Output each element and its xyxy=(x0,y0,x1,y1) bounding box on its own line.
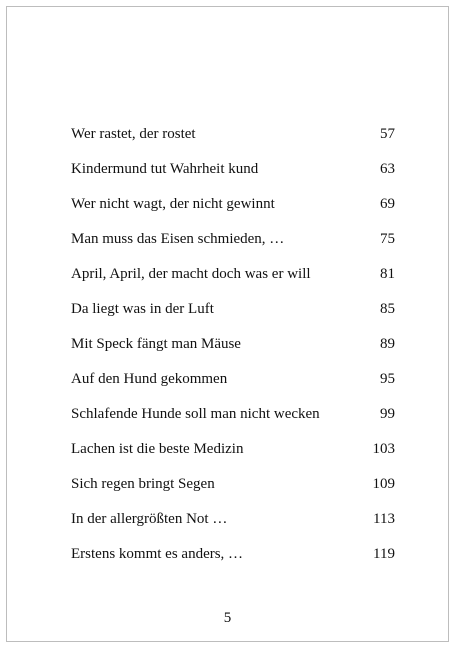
toc-entry xyxy=(71,296,395,331)
toc-entry xyxy=(71,331,395,366)
toc-entry xyxy=(71,366,395,401)
toc-entry-page: 103 xyxy=(372,441,395,457)
toc-entry-title: Wer rastet, der rostet xyxy=(71,126,196,142)
toc-entry-page: 89 xyxy=(380,336,395,352)
toc-entry xyxy=(71,541,395,576)
toc-entry-page: 69 xyxy=(380,196,395,212)
toc-entry xyxy=(71,121,395,156)
toc-entry-page: 113 xyxy=(373,511,395,527)
toc-entry-page: 99 xyxy=(380,406,395,422)
toc-entry-title: Sich regen bringt Segen xyxy=(71,476,215,492)
toc-entry-title: April, April, der macht doch was er will xyxy=(71,266,311,282)
toc-entry-page: 63 xyxy=(380,161,395,177)
toc-entry xyxy=(71,471,395,506)
toc-entry-page: 119 xyxy=(373,546,395,562)
toc-entry xyxy=(71,506,395,541)
toc-entry xyxy=(71,261,395,296)
toc-entry-title: In der allergrößten Not … xyxy=(71,511,228,527)
toc-entry-page: 109 xyxy=(372,476,395,492)
table-of-contents xyxy=(71,121,395,576)
toc-entry-page: 75 xyxy=(380,231,395,247)
toc-entry-title: Auf den Hund gekommen xyxy=(71,371,228,387)
toc-entry-page: 95 xyxy=(380,371,395,387)
page-number: 5 xyxy=(223,610,232,626)
toc-entry-title: Lachen ist die beste Medizin xyxy=(71,441,244,457)
toc-entry xyxy=(71,436,395,471)
toc-entry-page: 81 xyxy=(380,266,395,282)
toc-entry-title: Man muss das Eisen schmieden, … xyxy=(71,231,285,247)
toc-entry xyxy=(71,156,395,191)
toc-entry-title: Mit Speck fängt man Mäuse xyxy=(71,336,241,352)
toc-entry-title: Wer nicht wagt, der nicht gewinnt xyxy=(71,196,275,212)
toc-entry xyxy=(71,226,395,261)
toc-entry-title: Da liegt was in der Luft xyxy=(71,301,214,317)
toc-entry-page: 85 xyxy=(380,301,395,317)
toc-entry xyxy=(71,191,395,226)
toc-entry xyxy=(71,401,395,436)
toc-entry-title: Erstens kommt es anders, … xyxy=(71,546,244,562)
toc-entry-title: Schlafende Hunde soll man nicht wecken xyxy=(71,406,320,422)
toc-entry-page: 57 xyxy=(380,126,395,142)
book-page xyxy=(6,6,449,642)
toc-entry-title: Kindermund tut Wahrheit kund xyxy=(71,161,259,177)
